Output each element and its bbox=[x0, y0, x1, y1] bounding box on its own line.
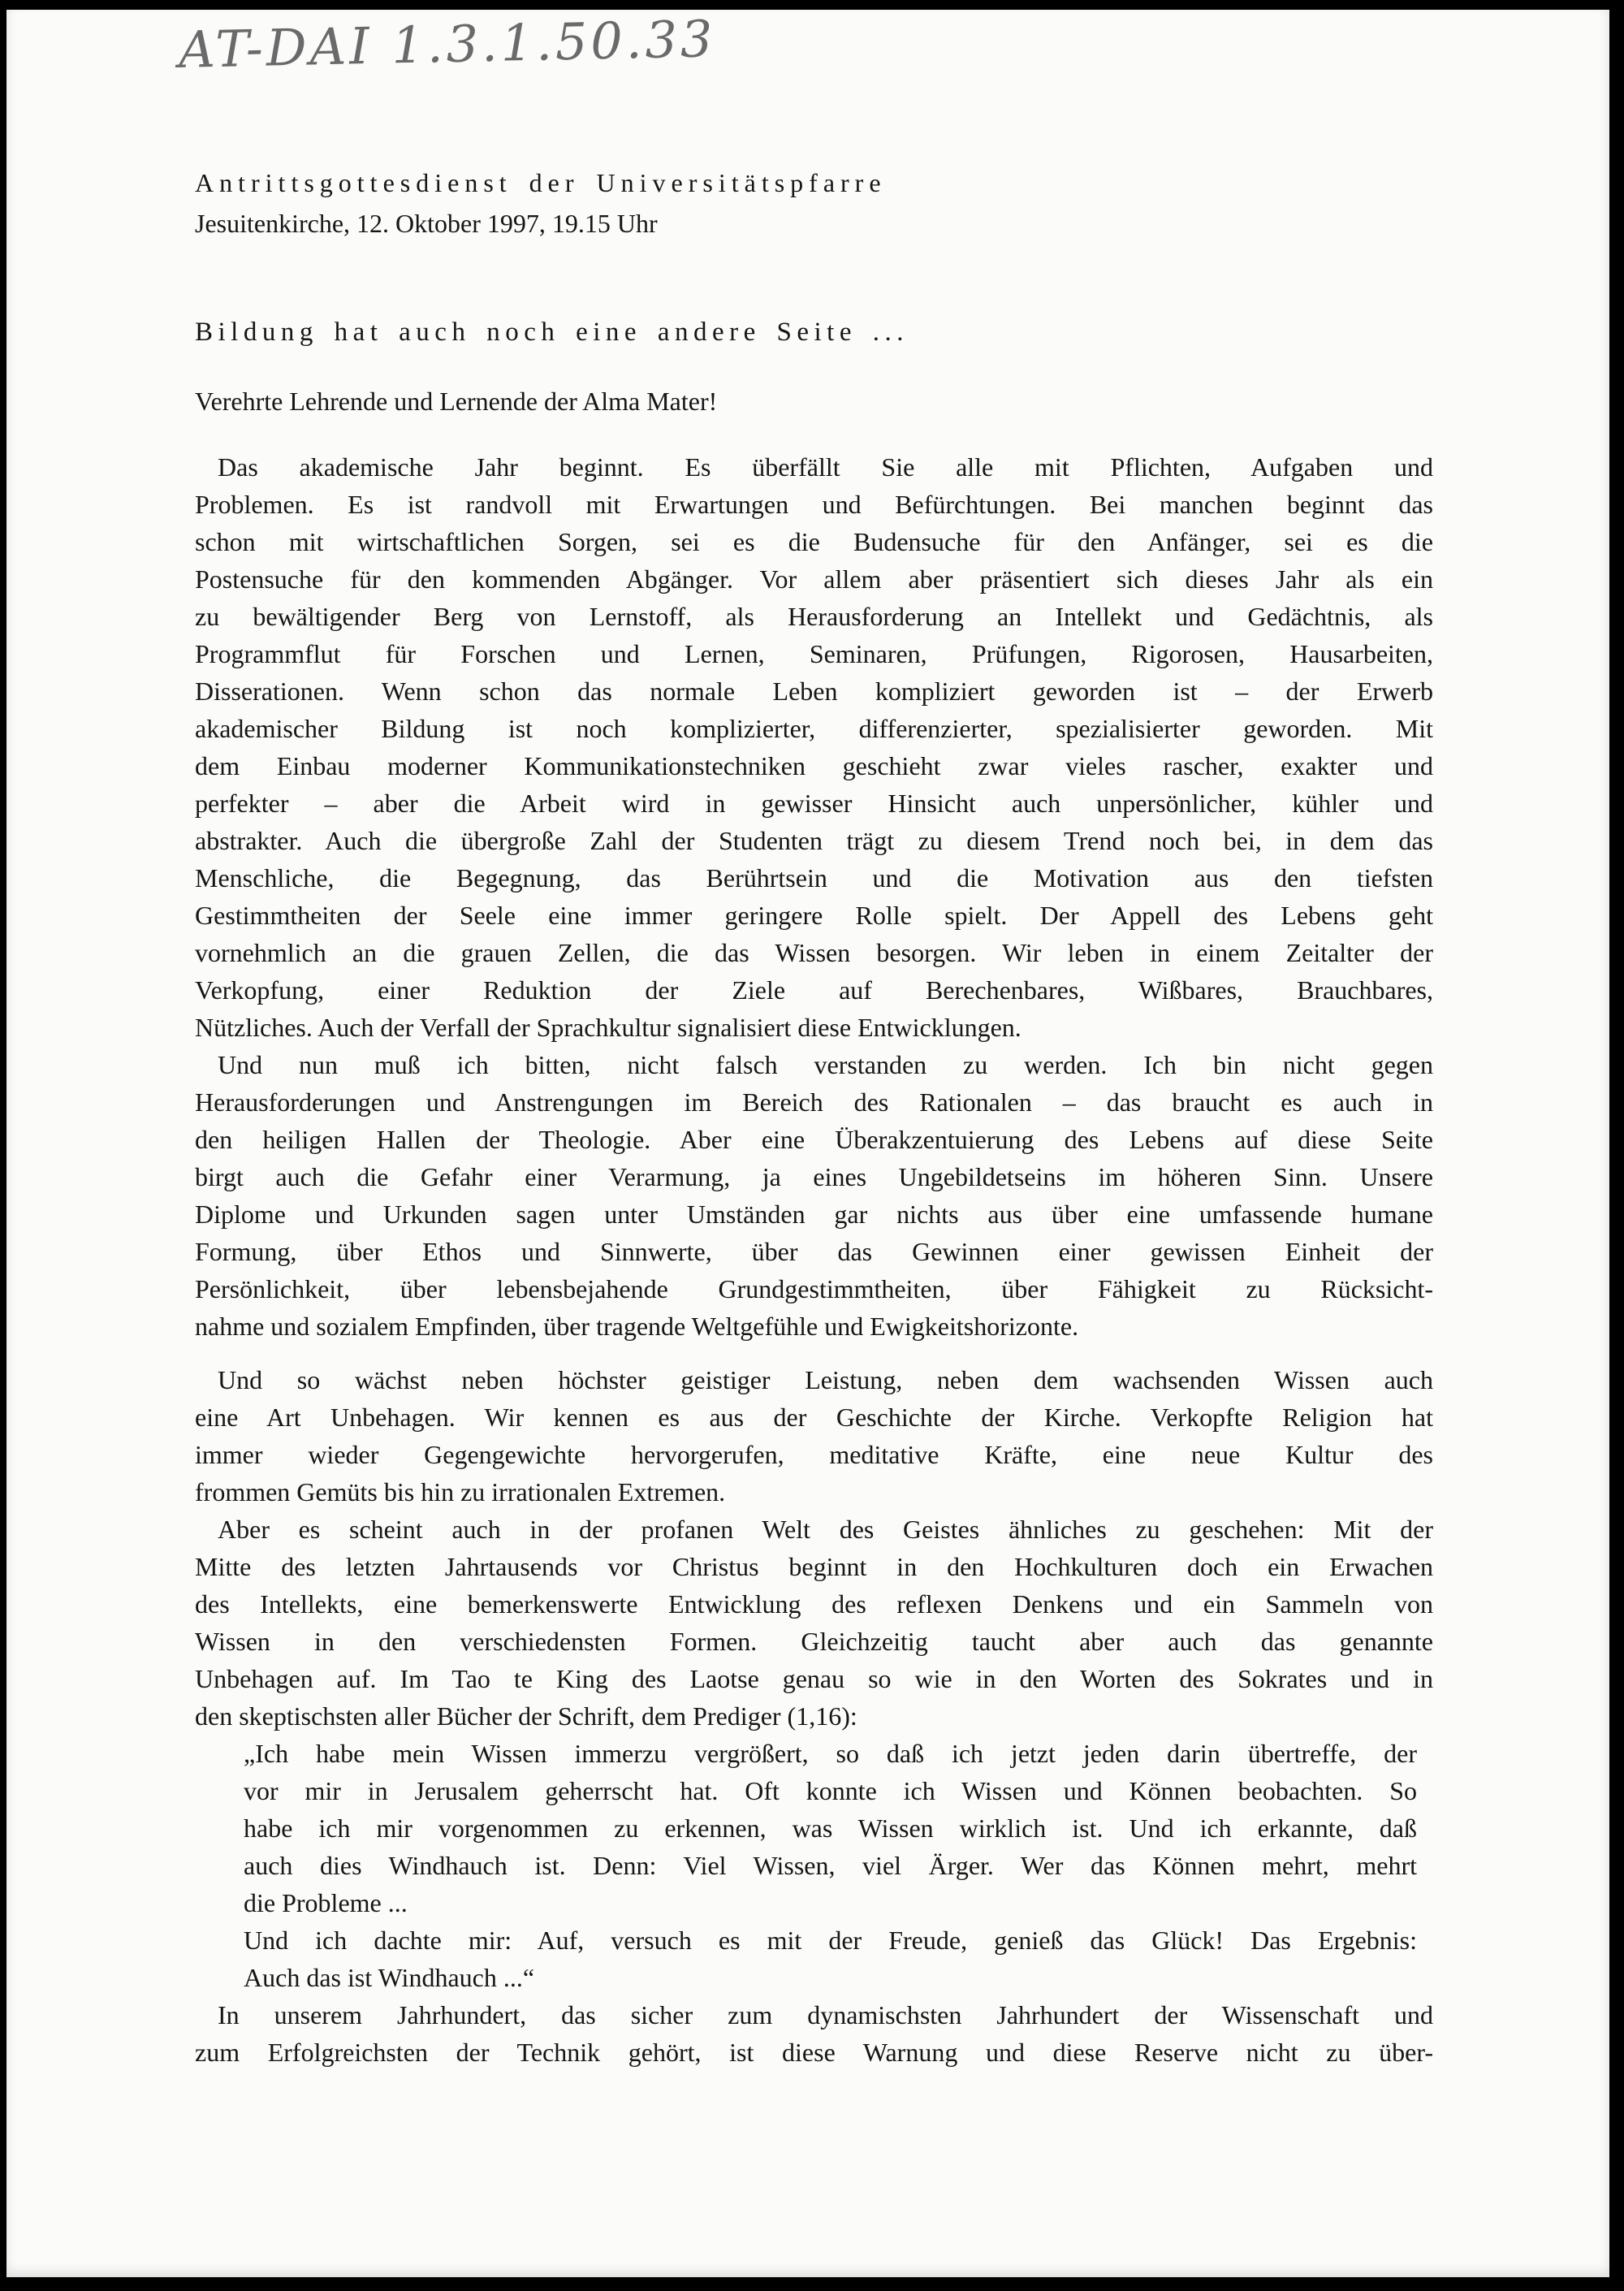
text-line: nahme und sozialem Empfinden, über tragende Weltgefühle und Ewigkeitshorizonte. bbox=[195, 1312, 1079, 1341]
text-line: Und so wächst neben höchster geistiger Leistung, neben dem wachsenden Wissen auch bbox=[218, 1365, 1433, 1394]
text-line: auch dies Windhauch ist. Denn: Viel Wissen, viel Ärger. Wer das Können mehrt, mehrt bbox=[244, 1851, 1417, 1880]
text-line: Persönlichkeit, über lebensbejahende Grundgestimmtheiten, über Fähigkeit zu Rücksicht- bbox=[195, 1274, 1433, 1303]
document-header bbox=[195, 162, 1433, 244]
text-line: Disserationen. Wenn schon das normale Leben kompliziert geworden ist – der Erwerb bbox=[195, 676, 1433, 706]
document-body bbox=[195, 448, 1433, 2071]
text-line: eine Art Unbehagen. Wir kennen es aus der Geschichte der Kirche. Verkopfte Religion hat bbox=[195, 1403, 1433, 1432]
text-line: Programmflut für Forschen und Lernen, Seminaren, Prüfungen, Rigorosen, Hausarbeiten, bbox=[195, 639, 1433, 668]
archive-reference-handwritten: AT-DAI 1.3.1.50.33 bbox=[178, 9, 717, 80]
text-line: Wissen in den verschiedensten Formen. Gleichzeitig taucht aber auch das genannte bbox=[195, 1627, 1433, 1656]
text-line: Und ich dachte mir: Auf, versuch es mit der Freude, genieß das Glück! Das Ergebnis: bbox=[244, 1926, 1417, 1955]
text-line: Und nun muß ich bitten, nicht falsch verstanden zu werden. Ich bin nicht gegen bbox=[218, 1050, 1433, 1079]
text-line: immer wieder Gegengewichte hervorgerufen, meditative Kräfte, eine neue Kultur des bbox=[195, 1440, 1433, 1469]
text-line: Aber es scheint auch in der profanen Welt des Geistes ähnliches zu geschehen: Mit der bbox=[218, 1515, 1433, 1544]
paragraph bbox=[195, 1511, 1433, 1735]
text-line: frommen Gemüts bis hin zu irrationalen Extremen. bbox=[195, 1477, 726, 1506]
paragraph bbox=[195, 1046, 1433, 1345]
text-line: zu bewältigender Berg von Lernstoff, als Herausforderung an Intellekt und Gedächtnis, als bbox=[195, 602, 1433, 631]
header-date-line: Jesuitenkirche, 12. Oktober 1997, 19.15 Uhr bbox=[195, 209, 658, 238]
text-line: perfekter – aber die Arbeit wird in gewisser Hinsicht auch unpersönlicher, kühler und bbox=[195, 789, 1433, 818]
paragraph bbox=[195, 1361, 1433, 1511]
text-line: habe ich mir vorgenommen zu erkennen, was Wissen wirklich ist. Und ich erkannte, daß bbox=[244, 1813, 1417, 1843]
paragraph bbox=[195, 448, 1433, 1046]
text-line: die Probleme ... bbox=[244, 1888, 408, 1917]
text-line: dem Einbau moderner Kommunikationstechniken geschieht zwar vieles rascher, exakter und bbox=[195, 751, 1433, 780]
quote-paragraph bbox=[195, 1921, 1433, 1996]
text-line: des Intellekts, eine bemerkenswerte Entwicklung des reflexen Denkens und ein Sammeln von bbox=[195, 1589, 1433, 1619]
text-line: Nützliches. Auch der Verfall der Sprachkultur signalisiert diese Entwicklungen. bbox=[195, 1013, 1021, 1042]
text-line: den heiligen Hallen der Theologie. Aber eine Überakzentuierung des Lebens auf diese Seite bbox=[195, 1125, 1433, 1154]
text-line: Mitte des letzten Jahrtausends vor Christus beginnt in den Hochkulturen doch ein Erwachen bbox=[195, 1552, 1433, 1581]
text-line: „Ich habe mein Wissen immerzu vergrößert, so daß ich jetzt jeden darin übertreffe, der bbox=[244, 1739, 1417, 1768]
text-line: Postensuche für den kommenden Abgänger. Vor allem aber präsentiert sich dieses Jahr als ein bbox=[195, 564, 1433, 594]
header-event-line: Antrittsgottesdienst der Universitätspfarre bbox=[195, 168, 887, 197]
text-line: Diplome und Urkunden sagen unter Umständen gar nichts aus über eine umfassende humane bbox=[195, 1200, 1433, 1229]
text-line: In unserem Jahrhundert, das sicher zum dynamischsten Jahrhundert der Wissenschaft und bbox=[218, 2000, 1433, 2029]
text-line: Das akademische Jahr beginnt. Es überfällt Sie alle mit Pflichten, Aufgaben und bbox=[218, 452, 1433, 482]
text-line: Formung, über Ethos und Sinnwerte, über das Gewinnen einer gewissen Einheit der bbox=[195, 1237, 1433, 1266]
text-line: Verkopfung, einer Reduktion der Ziele auf Berechenbares, Wißbares, Brauchbares, bbox=[195, 975, 1433, 1005]
text-line: zum Erfolgreichsten der Technik gehört, ist diese Warnung und diese Reserve nicht zu über- bbox=[195, 2038, 1433, 2067]
text-line: birgt auch die Gefahr einer Verarmung, ja eines Ungebildetseins im höheren Sinn. Unsere bbox=[195, 1162, 1433, 1191]
text-line: den skeptischsten aller Bücher der Schrift, dem Prediger (1,16): bbox=[195, 1701, 857, 1731]
document-content bbox=[6, 10, 1609, 2071]
text-line: Auch das ist Windhauch ...“ bbox=[244, 1963, 535, 1992]
paragraph bbox=[195, 1996, 1433, 2071]
text-line: abstrakter. Auch die übergroße Zahl der Studenten trägt zu diesem Trend noch bei, in dem das bbox=[195, 826, 1433, 855]
salutation: Verehrte Lehrende und Lernende der Alma Mater! bbox=[195, 387, 718, 416]
document-page bbox=[6, 10, 1609, 2277]
text-line: Unbehagen auf. Im Tao te King des Laotse genau so wie in den Worten des Sokrates und in bbox=[195, 1664, 1433, 1693]
text-line: vornehmlich an die grauen Zellen, die das Wissen besorgen. Wir leben in einem Zeitalter der bbox=[195, 938, 1433, 967]
text-line: vor mir in Jerusalem geherrscht hat. Oft konnte ich Wissen und Können beobachten. So bbox=[244, 1776, 1417, 1805]
text-line: Herausforderungen und Anstrengungen im Bereich des Rationalen – das braucht es auch in bbox=[195, 1087, 1433, 1117]
text-line: akademischer Bildung ist noch komplizierter, differenzierter, spezialisierter geworden. Mit bbox=[195, 714, 1433, 743]
text-line: schon mit wirtschaftlichen Sorgen, sei es die Budensuche für den Anfänger, sei es die bbox=[195, 527, 1433, 556]
text-line: Problemen. Es ist randvoll mit Erwartungen und Befürchtungen. Bei manchen beginnt das bbox=[195, 490, 1433, 519]
quote-paragraph bbox=[195, 1735, 1433, 1921]
document-title: Bildung hat auch noch eine andere Seite ... bbox=[195, 318, 909, 347]
text-line: Gestimmtheiten der Seele eine immer geringere Rolle spielt. Der Appell des Lebens geht bbox=[195, 901, 1433, 930]
text-line: Menschliche, die Begegnung, das Berührtsein und die Motivation aus den tiefsten bbox=[195, 863, 1433, 893]
